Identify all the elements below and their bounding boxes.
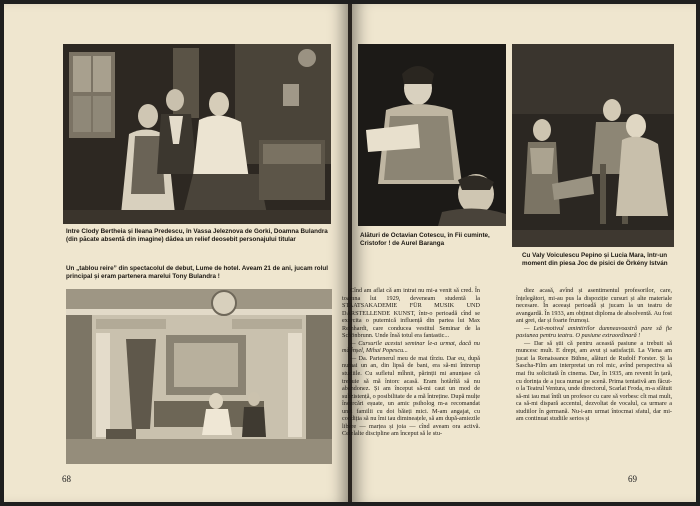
- column-2-paragraph: diez acasă, avînd și asentimentul profesorilor, care, înțelegători, mi-au pus la dispoziție cursuri și alte materiale necesare. În aceeași perioadă și jucam la un teatru de avangardă. În 1933, am obținut diploma de absolventă. Au fost ani grei, dar și foarte frumoși.: [516, 287, 672, 325]
- left-page: [4, 4, 348, 502]
- photo-lume-de-hotel: [66, 289, 332, 464]
- photo-vassa-jeleznova: [63, 44, 331, 224]
- caption-vassa-jeleznova: Intre Clody Bertheia și Ileana Predescu, în Vassa Jeleznova de Gorki, Doamna Bulandra (din păcate absentă din imagine) dădea un relief deosebit personajului titular: [66, 228, 328, 243]
- photo-joc-de-pisici: [512, 44, 674, 247]
- column-2-answer: — Dar să știi că pentru această pasiune a trebuit să muncesc mult. E drept, am avut și satisfacții. La Viena am jucat la Renaissance Bühne, alături de Rudolf Forster. Și la Sascha-Film am interpretat un rol mic, avînd perspectiva să mai fiu solicitată în cinema. Dar, în 1935, am revenit în țară, cu dorința de a juca numai pe scenă. Prima tentativă am făcut-o la Teatrul Ventura, unde directorul, Scarlat Froda, m-a sfătuit să-mi iau mai întîi un profesor cu care să vorbesc cît mai mult, ca să-mi dispară accentul, dezvoltat de vocalul, ca urmare a studiilor în germană. Nu-i-am urmat întocmai sfatul, dar mi-am continuat studiile serios și: [516, 339, 672, 423]
- photo-fii-cuminte-cristofor-image: [358, 44, 506, 226]
- photo-lume-de-hotel-image: [66, 289, 332, 464]
- caption-fii-cuminte-cristofor: Alături de Octavian Cotescu, în Fii cuminte, Cristofor ! de Aurel Baranga: [360, 232, 490, 247]
- photo-fii-cuminte-cristofor: [358, 44, 506, 226]
- photo-joc-de-pisici-image: [512, 44, 674, 247]
- text-column-1: [342, 287, 480, 438]
- column-1-question: — Cursurile acestui seminar le-a urmat, dacă nu mă înșel, Mihai Popescu...: [342, 339, 480, 355]
- text-column-2: [516, 287, 672, 423]
- right-page-number: 69: [628, 474, 637, 484]
- caption-joc-de-pisici: Cu Valy Voiculescu Pepino și Lucia Mara, într-un moment din piesa Joc de pisici de Örkény István: [522, 252, 668, 267]
- magazine-spread: [4, 4, 696, 502]
- right-page: [342, 4, 696, 502]
- left-page-number: 68: [62, 474, 71, 484]
- column-1-answer: — Da. Partenerul meu de mai tîrziu. Dar eu, după numai un an, din lipsă de bani, era să-mi întrerup studiile. Cu sufletul mîhnit, părinții mi anunțase că trebuie să mă întorc acasă. Eram hotărîtă să nu abandonez. Și am început să-mi caut un mod de subzistență, o posibilitate de a mă întreține. După mulțe încercări eșuate, un amic psiholog m-a recomandat unei familii cu doi băieți mici. M-am angajat, cu condiția să nu îmi iau dimineațele, să am după-amiezile libere — marțea și joia — cînd aveam ora activă. Celelalte discipline am început să le stu-: [342, 354, 480, 438]
- column-1-paragraph: Cînd am aflat că am intrat nu mi-a venit să cred. În toamna lui 1929, deveneam studentă la STAATSAKADEMIE FÜR MUSIK UND DARSTELLENDE KUNST, într-o perioadă cînd se exercita o puternică influență din partea lui Max Reinhardt, care conducea vestitul Seminar de la Schönbrunn. Unde însă totul era fantastic...: [342, 287, 480, 340]
- column-2-question: — Leit-motivul amintirilor dumneavoastră pare să fie pasiunea pentru teatru. O pasiune extraordinară !: [516, 324, 672, 340]
- photo-vassa-jeleznova-image: [63, 44, 331, 224]
- caption-lume-de-hotel: Un „tablou reire” din spectacolul de debut, Lume de hotel. Aveam 21 de ani, jucam rolul principal și eram partenera marelui Tony Bulandra !: [66, 265, 328, 280]
